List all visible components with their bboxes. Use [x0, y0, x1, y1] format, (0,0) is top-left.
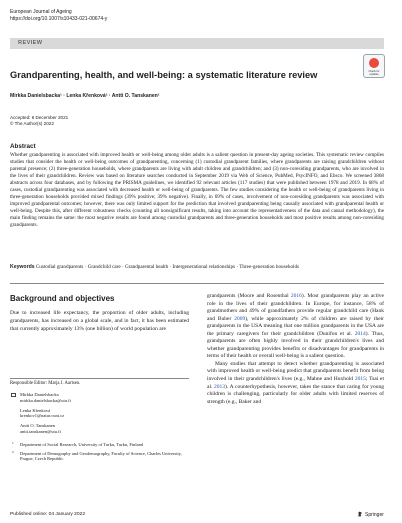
author-name: Mirkka Danielsbacka: [20, 392, 59, 397]
article-type-label: REVIEW: [18, 40, 43, 46]
citation-link[interactable]: 2013: [214, 383, 226, 390]
citation-link[interactable]: 2015: [354, 376, 366, 383]
affiliation: [10, 451, 189, 463]
crossmark-label: Check for updates: [368, 70, 380, 76]
publisher-name: Springer: [365, 512, 384, 518]
author-list: Mirkka Danielsbacka¹ · Lenka Křenková² · Antti O. Tanskanen¹: [10, 93, 160, 99]
affiliation: [10, 442, 189, 448]
citation-link[interactable]: 2014: [354, 330, 366, 337]
crossmark-badge[interactable]: [363, 54, 385, 78]
copyright-notice: © The Author(s) 2022: [10, 121, 54, 126]
paragraph: grandparents (Moore and Rosenthal 2016). Most grandparents play an active role in the lives of their grandchildren. In Europe, for instance, 58% of grandmothers and 49% of grandfathers provide regular grandchild care (Hank and Buber 2009), while approximately 2% of children are raised by their grandparents in the USA meaning that one million grandparents in the USA are the primary caregivers for their grandchildren (Dunifon et al. 2014). Thus, grandparents are often highly involved in their grandchildren's lives and whether grandparenting provides benefits or disadvantages for grandparents in terms of their health or overall well-being is a salient question.: [207, 293, 384, 360]
author-email[interactable]: antti.tanskanen@utu.fi: [20, 428, 61, 434]
doi-link[interactable]: https://doi.org/10.1007/s10433-021-00674-y: [10, 15, 108, 22]
abstract-heading: Abstract: [10, 143, 36, 150]
author-name: Lenka Křenková: [20, 407, 51, 413]
affiliation-number: 2: [12, 449, 14, 454]
author-contact-block: [10, 392, 189, 462]
article-dates: [10, 115, 68, 127]
divider: [10, 283, 384, 284]
journal-header: [10, 9, 107, 22]
affiliation-number: 1: [12, 440, 14, 445]
springer-horse-icon: [357, 511, 363, 517]
body-text-right: [207, 293, 384, 406]
mail-icon: [11, 393, 16, 397]
keywords-label: Keywords: [10, 264, 35, 270]
author-email[interactable]: mirkka.danielsbacka@utu.fi: [20, 397, 71, 403]
affiliation-text: Department of Demography and Geodemography, Faculty of Science, Charles University, Prague, Czech Republic: [20, 450, 182, 462]
citation-link[interactable]: 2016: [290, 293, 302, 299]
author-email[interactable]: krenkov1@natur.cuni.cz: [20, 413, 65, 419]
crossmark-icon: [369, 58, 379, 68]
responsible-editor: Responsible Editor: Marja J. Aartsen.: [10, 381, 81, 386]
abstract-text: Whether grandparenting is associated with improved health or well-being among older adults is a salient question in present-day ageing societies. This systematic review compiles studies that consider the health or well-being outcomes of grandparenting, concerning (1) custodial grandparent families, where grandparents are raising grandchildren without parental presence; (2) three-generation households, where grandparents are living with adult children and grandchildren; and (3) non-coresiding grandparents, who are involved in the lives of their grandchildren. Review was based on literature searches conducted in September 2019 via Web of Science, PubMed, PsycINFO, and Ebsco. We screened 3868 abstracts across four databases, and by following the PRISMA guidelines, we identified 92 relevant articles (117 studies) that were published between 1978 and 2019. In 68% of cases, custodial grandparenting was associated with decreased health or well-being of grandparents. The few studies considering the health or well-being of grandparents living in three-generation households provided mixed findings (39% positive; 39% negative). Finally, in 69% of cases, involvement of non-coresiding grandparents was associated with improved grandparental outcomes; however, there was only limited support for the prediction that involved grandparenting being causally associated with grandparental health or well-being. Despite this, after different robustness checks (counting all nonsignificant results, taking into account the representativeness of the data and causal methodology), the main finding remains the same: the most negative results are found among custodial grandparents and three-generation households and most positive results among non-coresiding grandparents.: [10, 152, 384, 228]
accepted-date: Accepted: 6 December 2021: [10, 115, 69, 120]
paragraph: Many studies that attempt to detect whether grandparenting is associated with improved health or well-being predict that grandparents benefit from being involved in their grandchildren's lives (e.g., Mahne and Huxhold 2015; Tsai et al. 2013). A counterhypothesis, however, takes the stance that caring for young children is challenging, particularly for older adults with limited reserves of strength (e.g., Baker and: [207, 360, 385, 405]
journal-name: European Journal of Ageing: [10, 9, 72, 15]
author-contact: [10, 423, 189, 435]
footnote-divider: [10, 378, 189, 379]
author-contact: [10, 408, 189, 420]
body-text-left: Due to increased life expectancy, the proportion of older adults, including grandparents, has increased on a global scale, and in fact, it has been estimated that currently approximately 13% (one billion) of world population are: [10, 310, 189, 332]
section-heading: Background and objectives: [10, 294, 115, 303]
author-contact: [10, 392, 189, 404]
citation-link[interactable]: 2009: [234, 315, 246, 322]
keywords-items: Custodial grandparents · Grandchild care · Grandparental health · Intergenerational relationships · Three-generation households: [35, 264, 300, 270]
published-date: Published online: 04 January 2022: [10, 512, 86, 517]
keywords: [10, 264, 384, 271]
affiliation-text: Department of Social Research, University of Turku, Turku, Finland: [20, 441, 144, 447]
publisher-logo: [357, 511, 384, 518]
paper-title: Grandparenting, health, and well-being: a systematic literature review: [10, 70, 318, 80]
author-name: Antti O. Tanskanen: [20, 423, 55, 429]
article-type-bar: [10, 38, 384, 49]
